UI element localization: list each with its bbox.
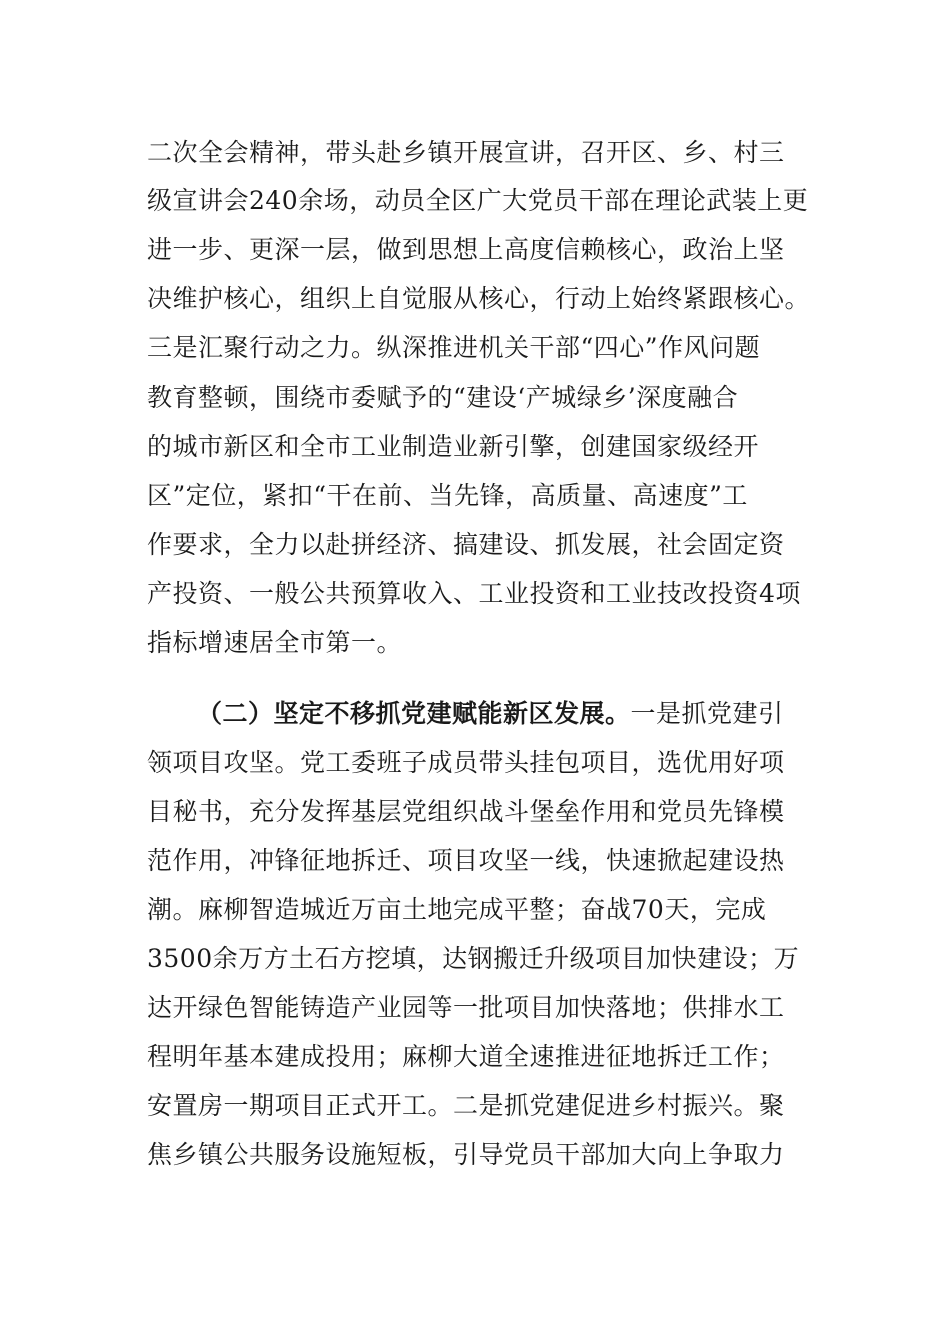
paragraph-line: 决维护核心，组织上自觉服从核心，行动上始终紧跟核心。 [147,284,811,313]
paragraph-line: 区”定位，紧扣“干在前、当先锋，高质量、高速度”工 [147,481,748,510]
paragraph-line: 达开绿色智能铸造产业园等一批项目加快落地；供排水工 [147,993,785,1022]
paragraph-line: 领项目攻坚。党工委班子成员带头挂包项目，选优用好项 [147,748,785,777]
paragraph-line: 目秘书，充分发挥基层党组织战斗堡垒作用和党员先锋模 [147,797,785,826]
paragraph-line: 一是抓党建引 [630,699,784,728]
paragraph-line: 教育整顿，围绕市委赋予的“建设‘产城绿乡’深度融合 [147,383,739,412]
paragraph-first-line [197,696,807,732]
paragraph-line: 产投资、一般公共预算收入、工业投资和工业技改投资4项 [147,579,801,608]
paragraph-line: 程明年基本建成投用；麻柳大道全速推进征地拆迁工作； [147,1042,785,1071]
paragraph-line: 二次全会精神，带头赴乡镇开展宣讲，召开区、乡、村三 [147,138,785,167]
paragraph-line: 作要求，全力以赴拼经济、搞建设、抓发展，社会固定资 [147,530,785,559]
paragraph-line: 进一步、更深一层，做到思想上高度信赖核心，政治上坚 [147,235,785,264]
paragraph-line: 指标增速居全市第一。 [147,628,403,657]
paragraph-line: 的城市新区和全市工业制造业新引擎，创建国家级经开 [147,432,760,461]
paragraph-line: 范作用，冲锋征地拆迁、项目攻坚一线，快速掀起建设热 [147,846,785,875]
paragraph-line: 级宣讲会240余场，动员全区广大党员干部在理论武装上更 [147,186,809,215]
paragraph-line: 焦乡镇公共服务设施短板，引导党员干部加大向上争取力 [147,1140,785,1169]
paragraph-line: 安置房一期项目正式开工。二是抓党建促进乡村振兴。聚 [147,1091,785,1120]
paragraph-line: 三是汇聚行动之力。纵深推进机关干部“四心”作风问题 [147,333,761,362]
paragraph-line: 潮。麻柳智造城近万亩土地完成平整；奋战70天，完成 [147,895,767,924]
section-heading: （二）坚定不移抓党建赋能新区发展。 [197,699,631,728]
paragraph-line: 3500余万方土石方挖填，达钢搬迁升级项目加快建设；万 [147,944,800,973]
